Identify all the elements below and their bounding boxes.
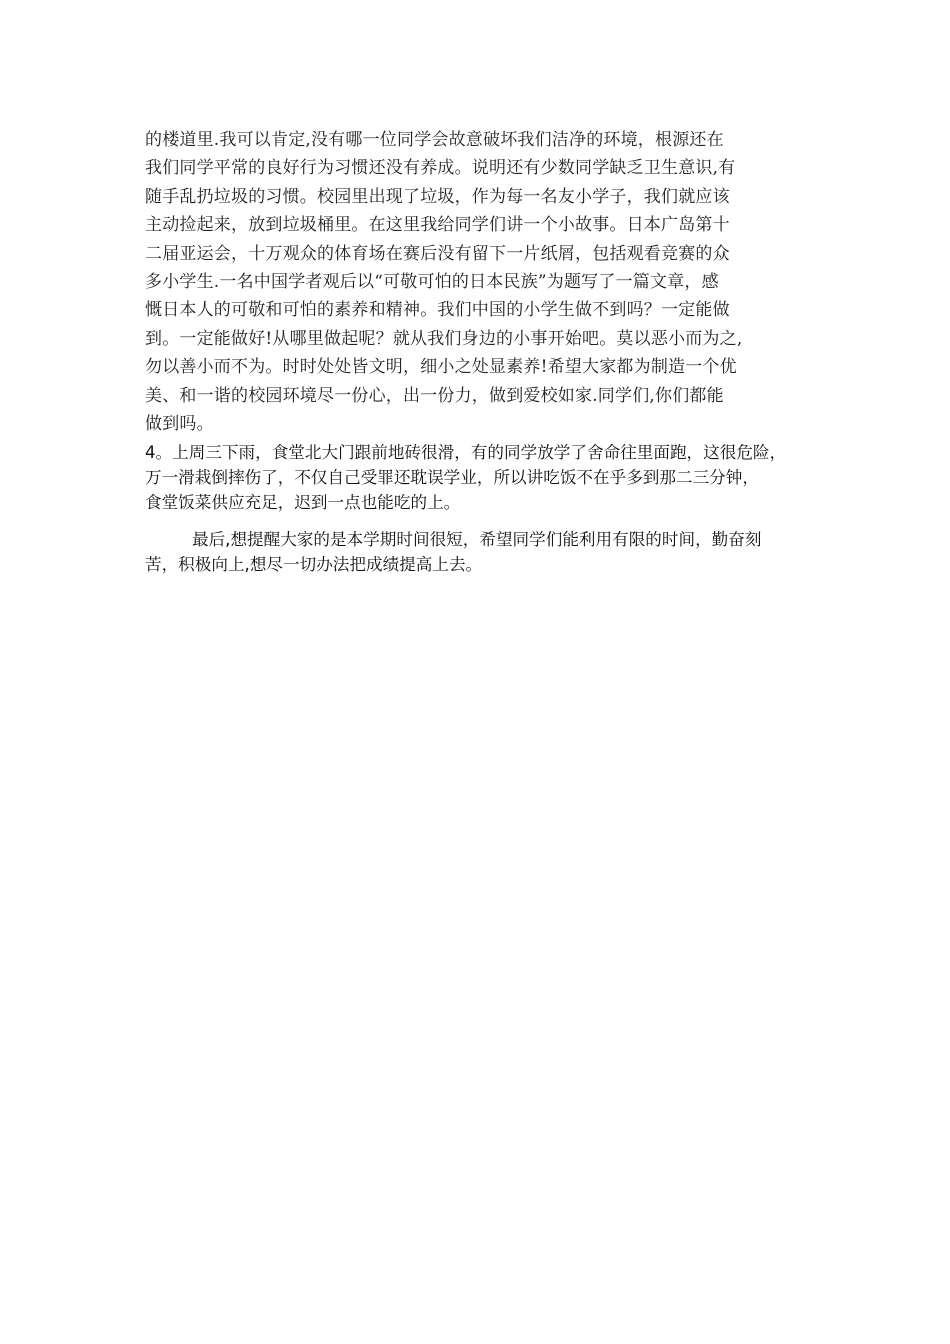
text-line: 到。一定能做好!从哪里做起呢？就从我们身边的小事开始吧。莫以恶小而为之, — [145, 328, 743, 349]
text-line: 随手乱扔垃圾的习惯。校园里出现了垃圾，作为每一名友小学子，我们就应该 — [145, 186, 730, 207]
text-line: 的楼道里.我可以肯定,没有哪一位同学会故意破坏我们洁净的环境，根源还在 — [145, 130, 724, 150]
text-line: 做到吗。 — [145, 414, 214, 435]
text-line: 主动捡起来，放到垃圾桶里。在这里我给同学们讲一个小故事。日本广岛第十 — [145, 215, 730, 236]
text-line: 我们同学平常的良好行为习惯还没有养成。说明还有少数同学缺乏卫生意识,有 — [145, 158, 736, 179]
paragraph-main — [145, 126, 815, 438]
text-line: 最后,想提醒大家的是本学期时间很短，希望同学们能利用有限的时间，勤奋刻 — [192, 530, 762, 549]
text-line: 万一滑栽倒摔伤了，不仅自己受罪还耽误学业，所以讲吃饭不在乎多到那二三分钟， — [145, 468, 759, 487]
paragraph-closing — [145, 527, 825, 577]
text-line: 食堂饭菜供应充足，迟到一点也能吃的上。 — [145, 493, 461, 512]
text-line: 二届亚运会，十万观众的体育场在赛后没有留下一片纸屑，包括观看竞赛的众 — [145, 243, 730, 264]
text-line: 慨日本人的可敬和可怕的素养和精神。我们中国的小学生做不到吗？一定能做 — [145, 300, 730, 321]
paragraph-item-4 — [145, 440, 825, 515]
text-line: 4。上周三下雨，食堂北大门跟前地砖很滑，有的同学放学了舍命往里面跑，这很危险， — [145, 443, 787, 462]
text-line: 多小学生.一名中国学者观后以“可敬可怕的日本民族”为题写了一篇文章，感 — [145, 272, 719, 293]
text-line: 勿以善小而不为。时时处处皆文明，细小之处显素养!希望大家都为制造一个优 — [145, 357, 737, 378]
text-line: 美、和一谐的校园环境尽一份心，出一份力，做到爱校如家.同学们,你们都能 — [145, 385, 724, 406]
text-line: 苦，积极向上,想尽一切办法把成绩提高上去。 — [145, 555, 483, 574]
